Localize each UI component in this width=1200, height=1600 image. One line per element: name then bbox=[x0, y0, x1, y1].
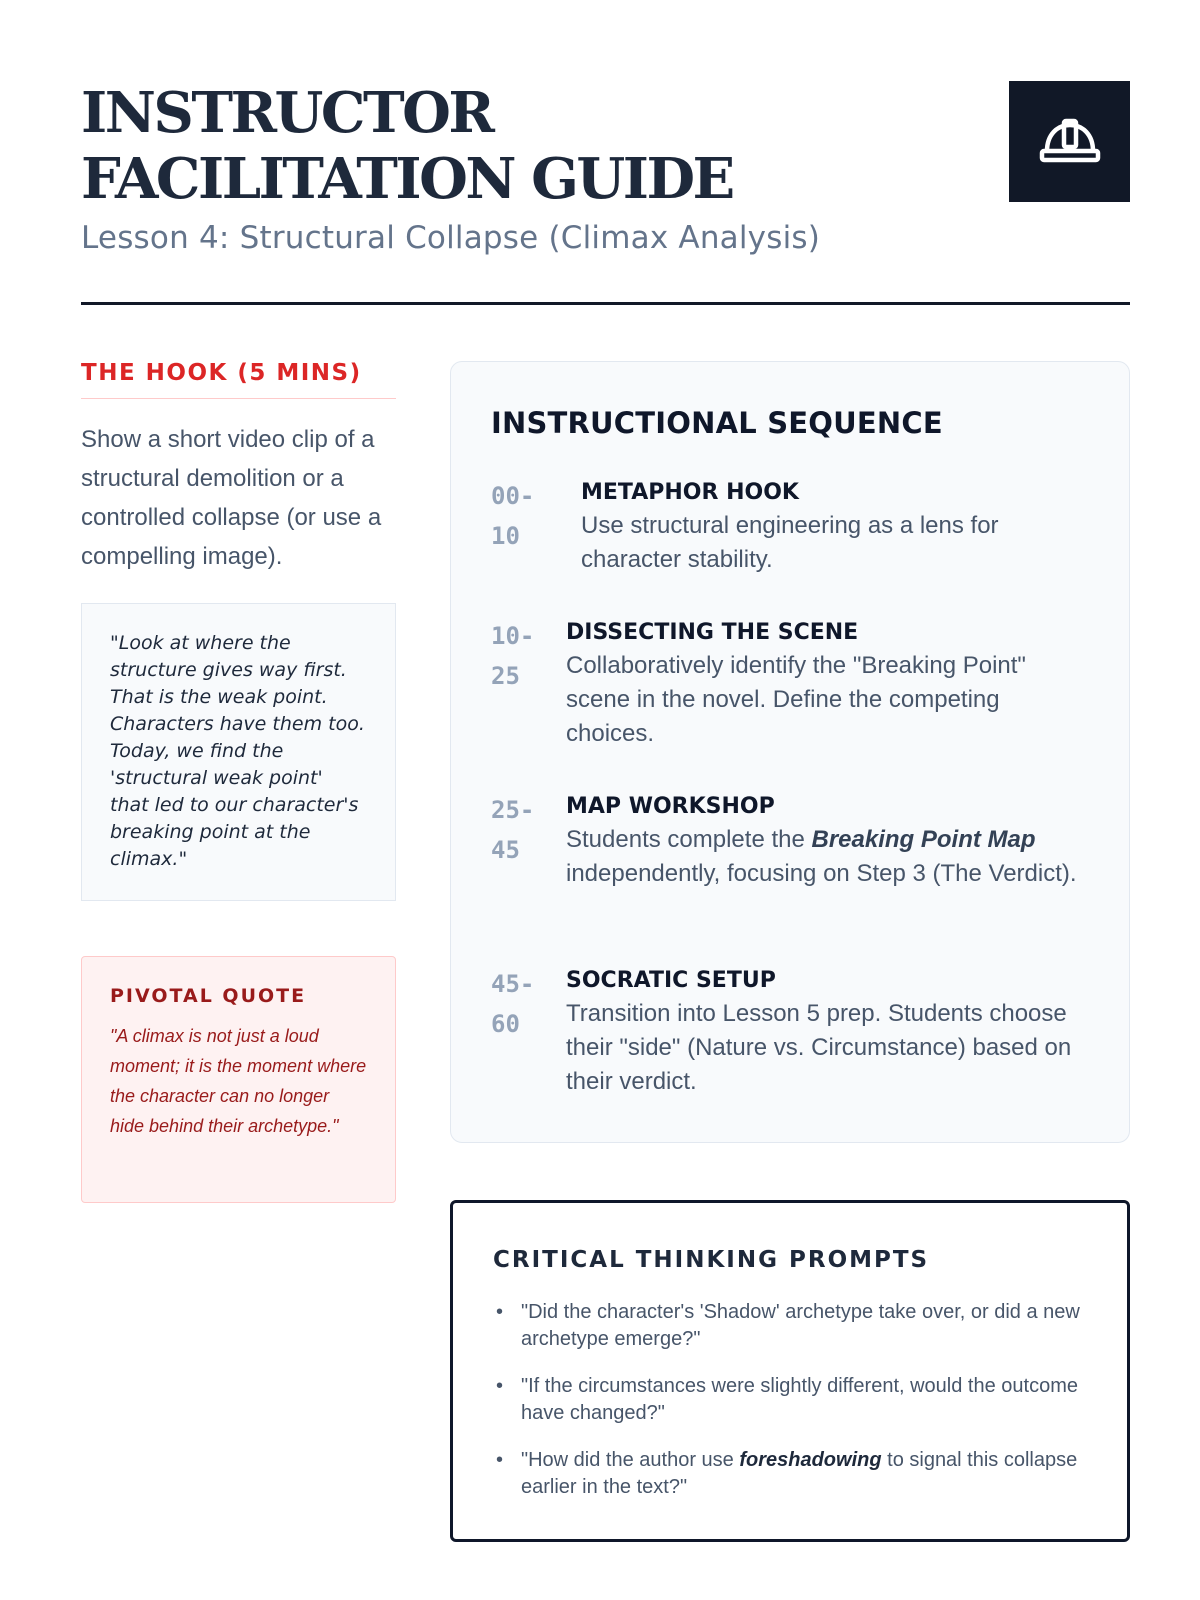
desc-emphasis: Breaking Point Map bbox=[811, 826, 1036, 853]
sequence-time bbox=[491, 616, 566, 751]
desc-text: Students complete the bbox=[566, 826, 812, 853]
instructional-sequence-panel bbox=[450, 361, 1130, 1143]
time-end: 10 bbox=[491, 522, 520, 550]
page-subtitle: Lesson 4: Structural Collapse (Climax Analysis) bbox=[81, 220, 821, 256]
time-end: 45 bbox=[491, 836, 520, 864]
time-start: 10- bbox=[491, 622, 535, 650]
prompts-title: CRITICAL THINKING PROMPTS bbox=[493, 1247, 930, 1273]
sequence-description: Use structural engineering as a lens for character stability. bbox=[581, 512, 999, 573]
pivotal-quote-label: PIVOTAL QUOTE bbox=[110, 985, 307, 1007]
sequence-content bbox=[566, 616, 1091, 751]
sequence-heading: DISSECTING THE SCENE bbox=[566, 620, 859, 645]
prompt-text: to signal this collapse earlier in the text?" bbox=[521, 1449, 1078, 1498]
prompt-item bbox=[493, 1447, 1087, 1501]
hook-quote: "Look at where the structure gives way first. That is the weak point. Characters have them too. Today, we find the 'structural weak point' that led to our character's breaking point at the climax." bbox=[81, 603, 396, 901]
sequence-content bbox=[566, 790, 1091, 891]
sequence-item bbox=[491, 616, 1091, 751]
page-title: INSTRUCTOR FACILITATION GUIDE bbox=[81, 80, 733, 212]
prompt-item: • "Did the character's 'Shadow' archetype take over, or did a new archetype emerge?" bbox=[493, 1299, 1087, 1353]
hard-hat-icon bbox=[1039, 117, 1101, 167]
prompt-text: "How did the author use bbox=[521, 1449, 740, 1471]
sequence-item bbox=[491, 790, 1091, 891]
hook-title: THE HOOK (5 MINS) bbox=[81, 360, 396, 399]
time-end: 60 bbox=[491, 1010, 520, 1038]
sequence-time bbox=[491, 790, 566, 891]
sequence-description: Transition into Lesson 5 prep. Students choose their "side" (Nature vs. Circumstance) based on their verdict. bbox=[566, 1000, 1072, 1095]
sequence-heading: METAPHOR HOOK bbox=[581, 480, 799, 505]
time-start: 25- bbox=[491, 796, 535, 824]
time-start: 45- bbox=[491, 970, 535, 998]
sequence-time bbox=[491, 476, 581, 577]
sequence-item bbox=[491, 964, 1091, 1099]
sequence-item bbox=[491, 476, 1091, 577]
sequence-heading: MAP WORKSHOP bbox=[566, 794, 775, 819]
pivotal-quote-text: "A climax is not just a loud moment; it is the moment where the character can no longer hide behind their archetype." bbox=[110, 1026, 367, 1136]
prompt-item: • "If the circumstances were slightly different, would the outcome have changed?" bbox=[493, 1373, 1087, 1427]
desc-text: independently, focusing on Step 3 (The Verdict). bbox=[566, 860, 1077, 887]
sequence-title: INSTRUCTIONAL SEQUENCE bbox=[491, 406, 943, 440]
time-start: 00- bbox=[491, 482, 535, 510]
prompt-emphasis: foreshadowing bbox=[739, 1449, 882, 1471]
prompts-list bbox=[493, 1299, 1087, 1501]
hook-body: Show a short video clip of a structural demolition or a controlled collapse (or use a compelling image). bbox=[81, 426, 382, 570]
sequence-heading: SOCRATIC SETUP bbox=[566, 968, 776, 993]
time-end: 25 bbox=[491, 662, 520, 690]
critical-thinking-prompts-panel bbox=[450, 1200, 1130, 1542]
sequence-description bbox=[566, 823, 1091, 891]
sequence-description: Collaboratively identify the "Breaking Point" scene in the novel. Define the competing choices. bbox=[566, 652, 1026, 747]
sequence-content bbox=[581, 476, 1091, 577]
sequence-content bbox=[566, 964, 1091, 1099]
pivotal-quote-box bbox=[81, 956, 396, 1203]
page-header bbox=[81, 80, 1133, 256]
sequence-time bbox=[491, 964, 566, 1099]
logo-badge bbox=[1009, 81, 1130, 202]
header-divider bbox=[81, 302, 1130, 305]
